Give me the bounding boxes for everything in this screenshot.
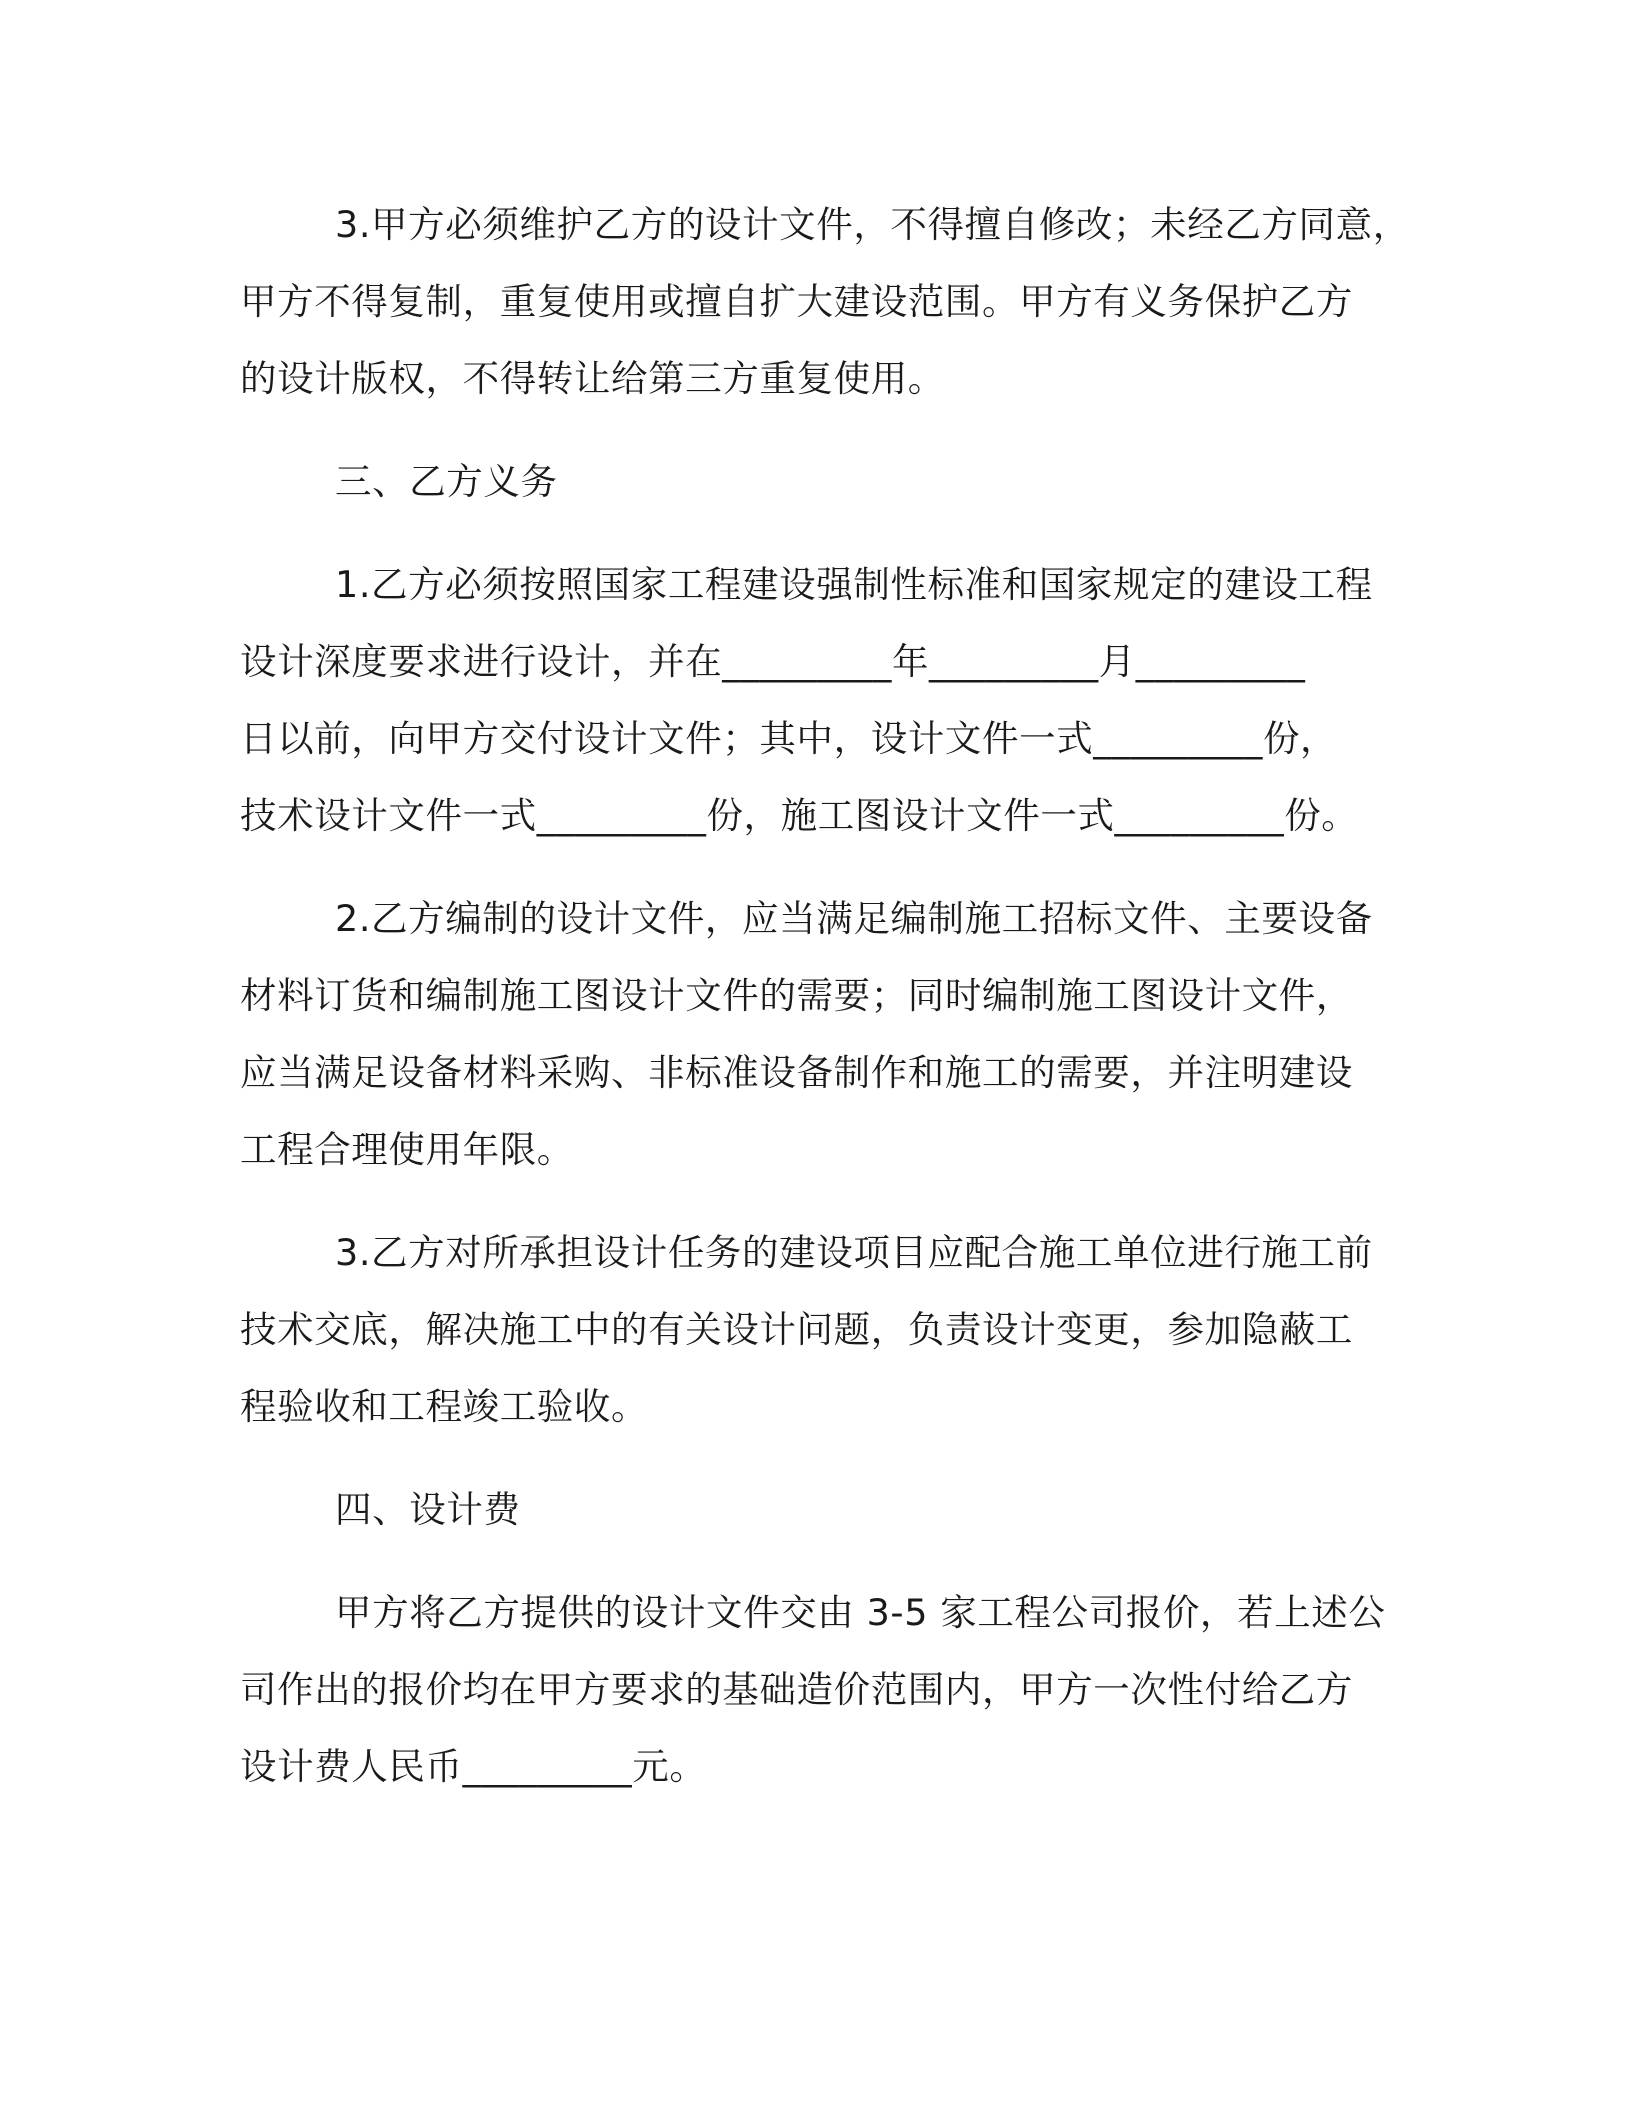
paragraph-line: 材料订货和编制施工图设计文件的需要；同时编制施工图设计文件，: [240, 974, 1353, 1017]
paragraph-line: 日以前，向甲方交付设计文件；其中，设计文件一式_________份，: [240, 717, 1338, 760]
clause-3-construction-support: [240, 1214, 1400, 1445]
paragraph-line: 甲方不得复制，重复使用或擅自扩大建设范围。甲方有义务保护乙方: [240, 280, 1353, 323]
section-heading-party-b-obligations: 三、乙方义务: [335, 460, 558, 503]
clause-design-fee-payment: [240, 1574, 1400, 1805]
paragraph-line: 设计费人民币_________元。: [240, 1745, 707, 1788]
paragraph-line: 1.乙方必须按照国家工程建设强制性标准和国家规定的建设工程: [335, 563, 1373, 606]
paragraph-line: 3.乙方对所承担设计任务的建设项目应配合施工单位进行施工前: [335, 1231, 1373, 1274]
paragraph-line: 司作出的报价均在甲方要求的基础造价范围内，甲方一次性付给乙方: [240, 1668, 1353, 1711]
paragraph-line: 3.甲方必须维护乙方的设计文件，不得擅自修改；未经乙方同意，: [335, 203, 1410, 246]
clause-3-copyright: [240, 186, 1410, 417]
paragraph-line: 甲方将乙方提供的设计文件交由 3-5 家工程公司报价，若上述公: [335, 1591, 1386, 1634]
paragraph-line: 技术交底，解决施工中的有关设计问题，负责设计变更，参加隐蔽工: [240, 1308, 1353, 1351]
clause-1-design-delivery: [240, 546, 1400, 854]
document-body: [240, 186, 1410, 1831]
clause-2-design-requirements: [240, 880, 1400, 1188]
paragraph-line: 设计深度要求进行设计，并在_________年_________月_________: [240, 640, 1306, 683]
paragraph-line: 工程合理使用年限。: [240, 1128, 574, 1171]
paragraph-line: 2.乙方编制的设计文件，应当满足编制施工招标文件、主要设备: [335, 897, 1373, 940]
paragraph-line: 的设计版权，不得转让给第三方重复使用。: [240, 357, 945, 400]
section-heading-design-fee: 四、设计费: [335, 1488, 521, 1531]
paragraph-line: 技术设计文件一式_________份，施工图设计文件一式_________份。: [240, 794, 1359, 837]
paragraph-line: 应当满足设备材料采购、非标准设备制作和施工的需要，并注明建设: [240, 1051, 1353, 1094]
paragraph-line: 程验收和工程竣工验收。: [240, 1385, 649, 1428]
